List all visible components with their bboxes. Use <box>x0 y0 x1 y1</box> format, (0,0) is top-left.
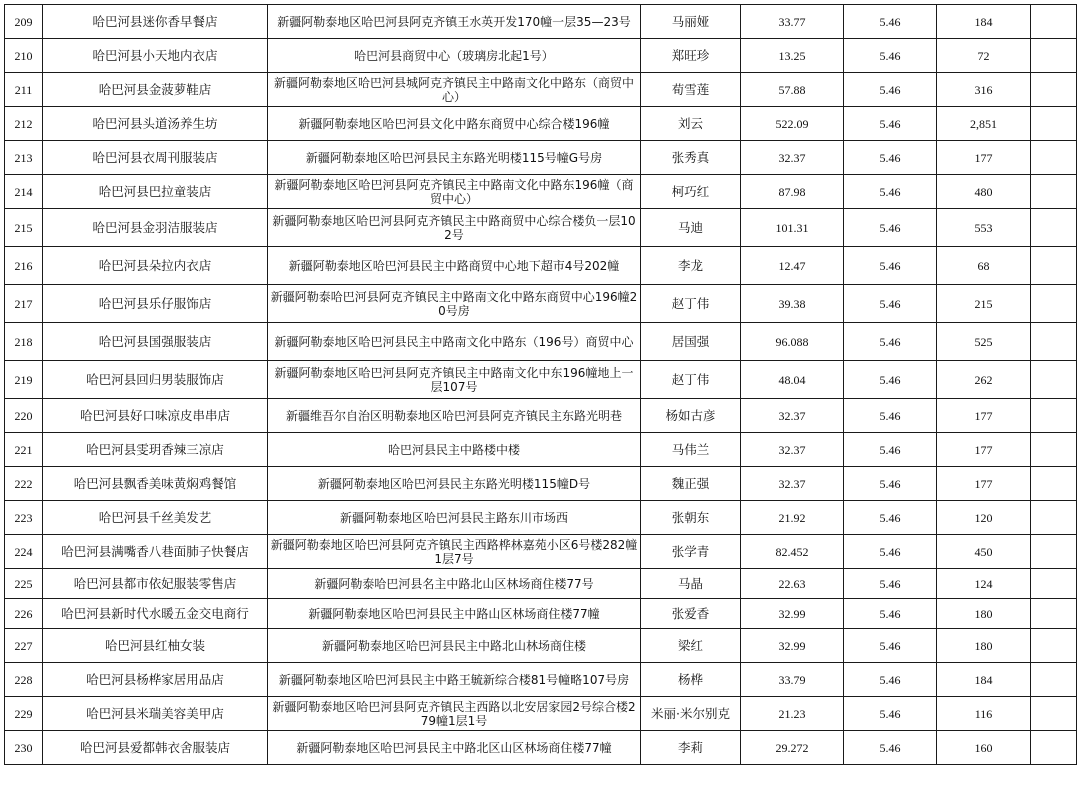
cell-address[interactable]: 新疆阿勒泰地区哈巴河县文化中路东商贸中心综合楼196幢 <box>268 107 641 141</box>
cell-address[interactable]: 新疆阿勒泰地区哈巴河县民主东路光明楼115幢D号 <box>268 467 641 501</box>
cell-index[interactable]: 220 <box>5 399 43 433</box>
cell-owner[interactable]: 马丽娅 <box>641 5 741 39</box>
cell-rate[interactable]: 5.46 <box>844 663 937 697</box>
cell-owner[interactable]: 魏正强 <box>641 467 741 501</box>
cell-blank[interactable] <box>1031 599 1077 629</box>
cell-owner[interactable]: 居国强 <box>641 323 741 361</box>
cell-blank[interactable] <box>1031 501 1077 535</box>
cell-amount[interactable]: 553 <box>937 209 1031 247</box>
cell-area[interactable]: 13.25 <box>741 39 844 73</box>
cell-area[interactable]: 82.452 <box>741 535 844 569</box>
cell-index[interactable]: 212 <box>5 107 43 141</box>
cell-rate[interactable]: 5.46 <box>844 535 937 569</box>
cell-amount[interactable]: 180 <box>937 599 1031 629</box>
cell-blank[interactable] <box>1031 141 1077 175</box>
cell-index[interactable]: 218 <box>5 323 43 361</box>
table-row <box>5 323 1077 361</box>
cell-index[interactable]: 226 <box>5 599 43 629</box>
cell-owner[interactable]: 马迪 <box>641 209 741 247</box>
cell-shop-name[interactable]: 哈巴河县朵拉内衣店 <box>43 247 268 285</box>
cell-blank[interactable] <box>1031 323 1077 361</box>
cell-rate[interactable]: 5.46 <box>844 107 937 141</box>
cell-rate[interactable]: 5.46 <box>844 175 937 209</box>
cell-owner[interactable]: 张朝东 <box>641 501 741 535</box>
cell-index[interactable]: 228 <box>5 663 43 697</box>
cell-shop-name[interactable]: 哈巴河县小天地内衣店 <box>43 39 268 73</box>
cell-area[interactable]: 21.92 <box>741 501 844 535</box>
cell-owner[interactable]: 郑旺珍 <box>641 39 741 73</box>
cell-rate[interactable]: 5.46 <box>844 599 937 629</box>
cell-address[interactable]: 新疆阿勒泰地区哈巴河县民主中路王毓新综合楼81号幢略107号房 <box>268 663 641 697</box>
cell-blank[interactable] <box>1031 569 1077 599</box>
cell-owner[interactable]: 赵丁伟 <box>641 285 741 323</box>
cell-area[interactable]: 32.99 <box>741 599 844 629</box>
cell-address[interactable]: 新疆阿勒泰地区哈巴河县民主中路山区林场商住楼77幢 <box>268 599 641 629</box>
cell-shop-name[interactable]: 哈巴河县金菠萝鞋店 <box>43 73 268 107</box>
cell-blank[interactable] <box>1031 247 1077 285</box>
cell-shop-name[interactable]: 哈巴河县千丝美发艺 <box>43 501 268 535</box>
cell-address[interactable]: 新疆阿勒泰地区哈巴河县阿克齐镇民主西路桦林嘉苑小区6号楼282幢1层7号 <box>268 535 641 569</box>
cell-index[interactable]: 221 <box>5 433 43 467</box>
cell-amount[interactable]: 68 <box>937 247 1031 285</box>
cell-blank[interactable] <box>1031 175 1077 209</box>
cell-area[interactable]: 48.04 <box>741 361 844 399</box>
cell-rate[interactable]: 5.46 <box>844 73 937 107</box>
cell-area[interactable]: 101.31 <box>741 209 844 247</box>
cell-owner[interactable]: 荀雪莲 <box>641 73 741 107</box>
cell-amount[interactable]: 124 <box>937 569 1031 599</box>
cell-area[interactable]: 33.77 <box>741 5 844 39</box>
cell-address[interactable]: 新疆阿勒泰地区哈巴河县民主中路商贸中心地下超市4号202幢 <box>268 247 641 285</box>
cell-shop-name[interactable]: 哈巴河县巴拉童装店 <box>43 175 268 209</box>
table-row <box>5 535 1077 569</box>
cell-blank[interactable] <box>1031 433 1077 467</box>
cell-shop-name[interactable]: 哈巴河县国强服装店 <box>43 323 268 361</box>
cell-shop-name[interactable]: 哈巴河县回归男装服饰店 <box>43 361 268 399</box>
cell-amount[interactable]: 177 <box>937 141 1031 175</box>
cell-shop-name[interactable]: 哈巴河县飘香美味黄焖鸡餐馆 <box>43 467 268 501</box>
cell-blank[interactable] <box>1031 629 1077 663</box>
cell-index[interactable]: 214 <box>5 175 43 209</box>
cell-area[interactable]: 32.37 <box>741 433 844 467</box>
cell-amount[interactable]: 215 <box>937 285 1031 323</box>
cell-index[interactable]: 227 <box>5 629 43 663</box>
cell-rate[interactable]: 5.46 <box>844 5 937 39</box>
cell-amount[interactable]: 184 <box>937 5 1031 39</box>
cell-amount[interactable]: 316 <box>937 73 1031 107</box>
cell-blank[interactable] <box>1031 73 1077 107</box>
cell-area[interactable]: 29.272 <box>741 731 844 765</box>
cell-amount[interactable]: 180 <box>937 629 1031 663</box>
cell-shop-name[interactable]: 哈巴河县红柚女装 <box>43 629 268 663</box>
cell-area[interactable]: 21.23 <box>741 697 844 731</box>
cell-address[interactable]: 新疆阿勒泰地区哈巴河县阿克齐镇民主中路南文化中东196幢地上一层107号 <box>268 361 641 399</box>
cell-blank[interactable] <box>1031 467 1077 501</box>
cell-address[interactable]: 新疆阿勒泰地区哈巴河县阿克齐镇民主中路南文化中路东196幢（商贸中心） <box>268 175 641 209</box>
cell-area[interactable]: 87.98 <box>741 175 844 209</box>
cell-index[interactable]: 213 <box>5 141 43 175</box>
cell-address[interactable]: 哈巴河县民主中路楼中楼 <box>268 433 641 467</box>
cell-blank[interactable] <box>1031 731 1077 765</box>
cell-address[interactable]: 新疆阿勒泰哈巴河县阿克齐镇民主中路南文化中路东商贸中心196幢20号房 <box>268 285 641 323</box>
table-row <box>5 285 1077 323</box>
cell-address[interactable]: 新疆阿勒泰地区哈巴河县城阿克齐镇民主中路南文化中路东（商贸中心） <box>268 73 641 107</box>
cell-blank[interactable] <box>1031 107 1077 141</box>
cell-amount[interactable]: 525 <box>937 323 1031 361</box>
cell-shop-name[interactable]: 哈巴河县金羽洁服装店 <box>43 209 268 247</box>
cell-shop-name[interactable]: 哈巴河县头道汤养生坊 <box>43 107 268 141</box>
table-row <box>5 5 1077 39</box>
table-row <box>5 629 1077 663</box>
cell-blank[interactable] <box>1031 209 1077 247</box>
cell-amount[interactable]: 480 <box>937 175 1031 209</box>
cell-index[interactable]: 229 <box>5 697 43 731</box>
cell-address[interactable]: 新疆阿勒泰哈巴河县名主中路北山区林场商住楼77号 <box>268 569 641 599</box>
cell-address[interactable]: 新疆阿勒泰地区哈巴河县民主中路南文化中路东（196号）商贸中心 <box>268 323 641 361</box>
table-row <box>5 599 1077 629</box>
cell-blank[interactable] <box>1031 5 1077 39</box>
cell-owner[interactable]: 张秀真 <box>641 141 741 175</box>
cell-owner[interactable]: 杨如古彦 <box>641 399 741 433</box>
table-row <box>5 501 1077 535</box>
cell-area[interactable]: 32.37 <box>741 141 844 175</box>
cell-area[interactable]: 33.79 <box>741 663 844 697</box>
cell-index[interactable]: 230 <box>5 731 43 765</box>
cell-index[interactable]: 209 <box>5 5 43 39</box>
table-row <box>5 247 1077 285</box>
cell-shop-name[interactable]: 哈巴河县好口味凉皮串串店 <box>43 399 268 433</box>
cell-blank[interactable] <box>1031 535 1077 569</box>
cell-address[interactable]: 新疆维吾尔自治区明勒泰地区哈巴河县阿克齐镇民主东路光明巷 <box>268 399 641 433</box>
cell-rate[interactable]: 5.46 <box>844 323 937 361</box>
cell-amount[interactable]: 184 <box>937 663 1031 697</box>
cell-amount[interactable]: 177 <box>937 399 1031 433</box>
cell-address[interactable]: 哈巴河县商贸中心（玻璃房北起1号） <box>268 39 641 73</box>
table-row <box>5 141 1077 175</box>
table-row <box>5 209 1077 247</box>
cell-index[interactable]: 224 <box>5 535 43 569</box>
table-row <box>5 697 1077 731</box>
cell-index[interactable]: 222 <box>5 467 43 501</box>
table-row <box>5 663 1077 697</box>
cell-amount[interactable]: 262 <box>937 361 1031 399</box>
cell-amount[interactable]: 2,851 <box>937 107 1031 141</box>
cell-amount[interactable]: 116 <box>937 697 1031 731</box>
table-row <box>5 39 1077 73</box>
cell-area[interactable]: 39.38 <box>741 285 844 323</box>
cell-rate[interactable]: 5.46 <box>844 731 937 765</box>
cell-amount[interactable]: 450 <box>937 535 1031 569</box>
cell-owner[interactable]: 张学青 <box>641 535 741 569</box>
cell-blank[interactable] <box>1031 39 1077 73</box>
cell-blank[interactable] <box>1031 361 1077 399</box>
cell-address[interactable]: 新疆阿勒泰地区哈巴河县阿克齐镇王水英开发170幢一层35—23号 <box>268 5 641 39</box>
cell-address[interactable]: 新疆阿勒泰地区哈巴河县民主东路光明楼115号幢G号房 <box>268 141 641 175</box>
cell-owner[interactable]: 刘云 <box>641 107 741 141</box>
cell-shop-name[interactable]: 哈巴河县爱都韩衣舍服装店 <box>43 731 268 765</box>
cell-area[interactable]: 12.47 <box>741 247 844 285</box>
cell-owner[interactable]: 马晶 <box>641 569 741 599</box>
table-row <box>5 569 1077 599</box>
cell-shop-name[interactable]: 哈巴河县杨桦家居用品店 <box>43 663 268 697</box>
cell-area[interactable]: 32.37 <box>741 467 844 501</box>
cell-rate[interactable]: 5.46 <box>844 141 937 175</box>
cell-blank[interactable] <box>1031 663 1077 697</box>
table-row <box>5 361 1077 399</box>
table-row <box>5 731 1077 765</box>
cell-owner[interactable]: 赵丁伟 <box>641 361 741 399</box>
cell-rate[interactable]: 5.46 <box>844 399 937 433</box>
cell-shop-name[interactable]: 哈巴河县满嘴香八巷面肺子快餐店 <box>43 535 268 569</box>
cell-rate[interactable]: 5.46 <box>844 467 937 501</box>
cell-area[interactable]: 32.99 <box>741 629 844 663</box>
table-row <box>5 399 1077 433</box>
cell-owner[interactable]: 梁红 <box>641 629 741 663</box>
table-row <box>5 467 1077 501</box>
cell-owner[interactable]: 杨桦 <box>641 663 741 697</box>
cell-index[interactable]: 219 <box>5 361 43 399</box>
cell-index[interactable]: 223 <box>5 501 43 535</box>
cell-owner[interactable]: 马伟兰 <box>641 433 741 467</box>
cell-shop-name[interactable]: 哈巴河县都市依妃服装零售店 <box>43 569 268 599</box>
cell-rate[interactable]: 5.46 <box>844 39 937 73</box>
cell-index[interactable]: 216 <box>5 247 43 285</box>
cell-shop-name[interactable]: 哈巴河县雯玥香辣三凉店 <box>43 433 268 467</box>
cell-rate[interactable]: 5.46 <box>844 501 937 535</box>
cell-rate[interactable]: 5.46 <box>844 697 937 731</box>
cell-area[interactable]: 32.37 <box>741 399 844 433</box>
cell-amount[interactable]: 72 <box>937 39 1031 73</box>
ledger-body <box>5 5 1077 765</box>
cell-shop-name[interactable]: 哈巴河县衣周刊服装店 <box>43 141 268 175</box>
cell-amount[interactable]: 177 <box>937 467 1031 501</box>
table-row <box>5 175 1077 209</box>
cell-shop-name[interactable]: 哈巴河县新时代水暖五金交电商行 <box>43 599 268 629</box>
cell-amount[interactable]: 160 <box>937 731 1031 765</box>
cell-rate[interactable]: 5.46 <box>844 569 937 599</box>
cell-index[interactable]: 211 <box>5 73 43 107</box>
cell-owner[interactable]: 张爱香 <box>641 599 741 629</box>
cell-address[interactable]: 新疆阿勒泰地区哈巴河县民主中路北区山区林场商住楼77幢 <box>268 731 641 765</box>
cell-index[interactable]: 210 <box>5 39 43 73</box>
cell-shop-name[interactable]: 哈巴河县乐仔服饰店 <box>43 285 268 323</box>
cell-index[interactable]: 215 <box>5 209 43 247</box>
cell-amount[interactable]: 177 <box>937 433 1031 467</box>
cell-shop-name[interactable]: 哈巴河县米瑞美容美甲店 <box>43 697 268 731</box>
cell-index[interactable]: 217 <box>5 285 43 323</box>
cell-blank[interactable] <box>1031 399 1077 433</box>
cell-area[interactable]: 57.88 <box>741 73 844 107</box>
cell-area[interactable]: 522.09 <box>741 107 844 141</box>
cell-rate[interactable]: 5.46 <box>844 247 937 285</box>
cell-rate[interactable]: 5.46 <box>844 361 937 399</box>
cell-blank[interactable] <box>1031 697 1077 731</box>
cell-owner[interactable]: 李莉 <box>641 731 741 765</box>
cell-owner[interactable]: 米丽·米尔别克 <box>641 697 741 731</box>
cell-area[interactable]: 22.63 <box>741 569 844 599</box>
cell-address[interactable]: 新疆阿勒泰地区哈巴河县阿克齐镇民主西路以北安居家园2号综合楼279幢1层1号 <box>268 697 641 731</box>
cell-rate[interactable]: 5.46 <box>844 629 937 663</box>
cell-shop-name[interactable]: 哈巴河县迷你香早餐店 <box>43 5 268 39</box>
cell-blank[interactable] <box>1031 285 1077 323</box>
cell-amount[interactable]: 120 <box>937 501 1031 535</box>
cell-rate[interactable]: 5.46 <box>844 285 937 323</box>
cell-address[interactable]: 新疆阿勒泰地区哈巴河县民主中路北山林场商住楼 <box>268 629 641 663</box>
table-row <box>5 433 1077 467</box>
cell-area[interactable]: 96.088 <box>741 323 844 361</box>
table-row <box>5 107 1077 141</box>
table-row <box>5 73 1077 107</box>
cell-owner[interactable]: 柯巧红 <box>641 175 741 209</box>
cell-address[interactable]: 新疆阿勒泰地区哈巴河县民主路东川市场西 <box>268 501 641 535</box>
cell-owner[interactable]: 李龙 <box>641 247 741 285</box>
cell-address[interactable]: 新疆阿勒泰地区哈巴河县阿克齐镇民主中路商贸中心综合楼负一层102号 <box>268 209 641 247</box>
cell-rate[interactable]: 5.46 <box>844 433 937 467</box>
merchant-ledger-table <box>4 4 1077 765</box>
cell-rate[interactable]: 5.46 <box>844 209 937 247</box>
cell-index[interactable]: 225 <box>5 569 43 599</box>
